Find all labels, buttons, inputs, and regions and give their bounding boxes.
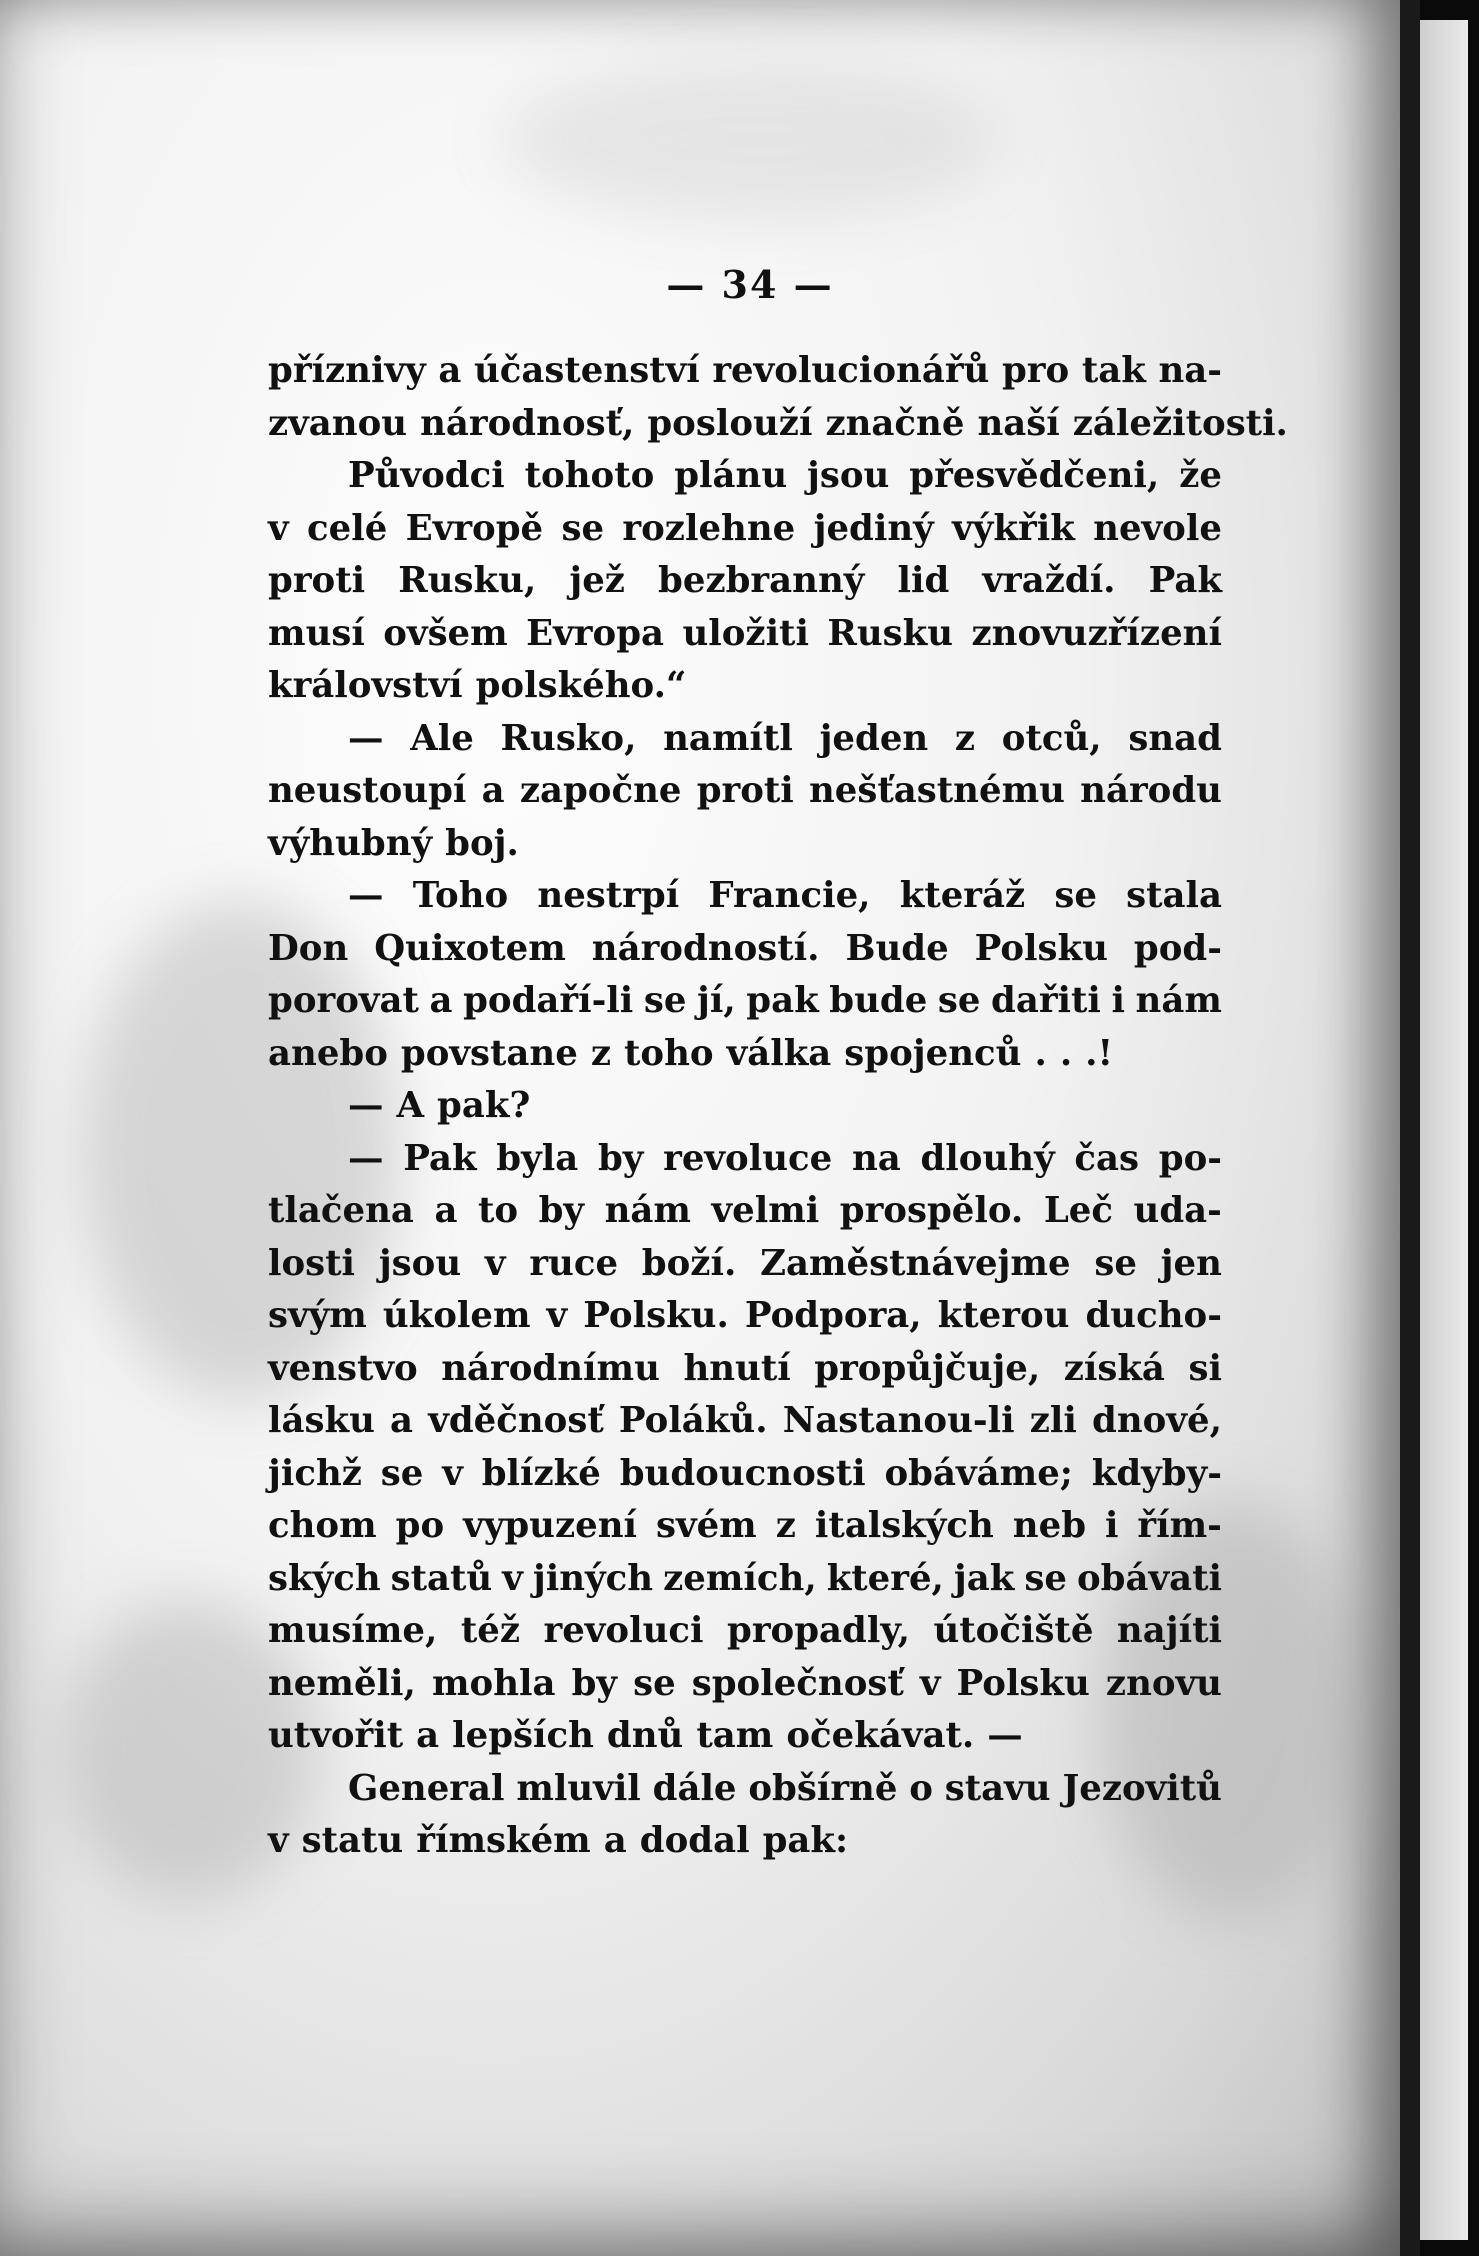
text-word: v (546, 1295, 568, 1336)
text-word: lepších (452, 1715, 594, 1756)
text-word: stala (1126, 875, 1222, 916)
text-word: — (348, 1137, 384, 1179)
text-word: zemích, (663, 1557, 817, 1599)
text-word: kteráž (899, 875, 1026, 916)
text-word: venstvo (268, 1347, 418, 1389)
text-word: výkřik (952, 507, 1075, 549)
text-line (268, 1763, 1222, 1816)
text-word: lid (897, 560, 950, 601)
text-line (268, 1815, 1222, 1868)
text-word: proti (696, 770, 794, 811)
text-word: válka (726, 1032, 832, 1074)
text-word: v (268, 1820, 289, 1861)
text-word: Jezovitů (1062, 1767, 1222, 1809)
text-word: se (1024, 1557, 1067, 1599)
text-line (268, 975, 1222, 1028)
text-line (268, 1343, 1222, 1396)
text-line (268, 1080, 1222, 1133)
text-word: a (434, 1190, 458, 1231)
text-word: Leč (1043, 1190, 1113, 1231)
text-word: A (396, 1085, 425, 1126)
text-line (268, 870, 1222, 923)
text-word: útočiště (933, 1610, 1094, 1651)
text-word: tohoto (524, 455, 655, 496)
text-word: a (416, 1715, 440, 1756)
text-line (268, 1133, 1222, 1186)
text-word: Rusku (827, 612, 954, 654)
text-word: Rusko, (500, 717, 637, 759)
text-word: se (937, 980, 981, 1021)
text-word: že (1179, 455, 1222, 496)
text-word: záležitosti. (1072, 402, 1288, 444)
text-word: neustoupí (268, 770, 467, 811)
text-word: pak? (437, 1085, 531, 1126)
text-word: najíti (1116, 1610, 1222, 1651)
text-word: dále (652, 1767, 737, 1809)
text-word: po- (1158, 1137, 1222, 1179)
text-word: plánu (674, 455, 788, 496)
text-word: svém (655, 1505, 757, 1546)
text-word: by (597, 1137, 644, 1179)
next-page-edge (1420, 20, 1468, 2240)
text-line (268, 1448, 1222, 1501)
text-word: jiných (532, 1557, 654, 1599)
text-word: znovuzřízení (971, 612, 1222, 654)
text-word: Pak (403, 1137, 477, 1179)
text-line (268, 1028, 1222, 1081)
text-word: byla (496, 1137, 579, 1179)
text-word: společnosť (691, 1662, 904, 1704)
text-word: Ale (410, 717, 474, 759)
text-word: tlačena (268, 1190, 414, 1231)
text-word: anebo (268, 1032, 388, 1074)
text-word: jsou (378, 1242, 462, 1284)
text-word: ských (268, 1557, 381, 1599)
text-word: jak (953, 1557, 1015, 1599)
text-line (268, 398, 1288, 451)
text-word: statů (390, 1557, 493, 1599)
text-word: Pak (1148, 560, 1222, 601)
text-word: Evropě (405, 507, 544, 549)
text-word: velmi (711, 1190, 820, 1231)
text-word: kterou (937, 1295, 1070, 1336)
text-word: porovat (268, 980, 419, 1021)
text-word: přesvědčeni, (909, 455, 1160, 496)
text-word: by (571, 1662, 618, 1704)
text-word: si (1188, 1347, 1222, 1389)
text-word: ducho- (1085, 1295, 1222, 1336)
text-word: řím- (1137, 1505, 1222, 1546)
text-word: . (1034, 1032, 1047, 1074)
text-word: rozlehne (622, 507, 796, 549)
text-word: chom (268, 1505, 377, 1546)
text-word: hnutí (683, 1347, 791, 1389)
text-word: by (538, 1190, 585, 1231)
text-line (268, 1553, 1222, 1606)
text-word: ruce (529, 1242, 619, 1284)
text-word: naší (977, 402, 1060, 444)
text-word: čas (1074, 1137, 1140, 1179)
text-word: ovšem (383, 612, 508, 654)
text-word: — (348, 1085, 384, 1126)
text-word: úkolem (382, 1295, 531, 1336)
text-word: národnímu (441, 1347, 660, 1389)
text-word: jsou (807, 455, 890, 496)
text-word: v (442, 1452, 463, 1494)
text-word: Evropa (526, 612, 665, 654)
text-word: lásku (268, 1400, 375, 1441)
text-word: Nastanou-li (782, 1400, 1015, 1441)
text-word: očekávat. (786, 1715, 975, 1756)
text-word: povstane (400, 1032, 578, 1074)
text-word: bude (829, 980, 928, 1021)
text-word: dlouhý (920, 1137, 1055, 1179)
text-word: pro (1001, 350, 1070, 391)
text-word: italských (814, 1505, 994, 1546)
text-word: v (268, 507, 289, 549)
text-word: vraždí. (982, 560, 1116, 601)
text-word: otců, (1001, 717, 1102, 759)
text-word: budoucnosti (619, 1452, 866, 1494)
text-word: statu (301, 1820, 404, 1861)
text-word: revolucionářů (712, 350, 990, 391)
text-word: General (348, 1767, 505, 1809)
text-word: Francie, (708, 875, 871, 916)
text-word: nestrpí (537, 875, 680, 916)
text-word: Polsku (974, 927, 1108, 969)
text-word: boží. (641, 1242, 737, 1284)
text-word: mohla (431, 1662, 556, 1704)
text-word: obávati (1076, 1557, 1222, 1599)
text-word: .! (1085, 1032, 1114, 1074)
text-word: po (395, 1505, 445, 1546)
text-word: se (643, 980, 687, 1021)
text-word: započne (519, 770, 682, 811)
text-word: prospělo. (839, 1190, 1024, 1231)
text-word: — (987, 1715, 1023, 1756)
text-word: to (477, 1190, 519, 1231)
body-text (268, 345, 1288, 1868)
text-line (268, 1290, 1222, 1343)
text-word: Rusku, (398, 560, 537, 601)
text-word: jí, (697, 980, 736, 1021)
text-word: dnů (606, 1715, 684, 1756)
text-word: nešťastnému (809, 770, 1065, 811)
text-word: jediný (813, 507, 934, 549)
text-word: jež (569, 560, 625, 601)
text-word: se (1054, 875, 1097, 916)
text-word: dnové, (1092, 1400, 1222, 1441)
text-word: revoluce (663, 1137, 833, 1179)
text-word: v (919, 1662, 941, 1704)
text-word: stavu (944, 1767, 1051, 1809)
text-word: neb (1012, 1505, 1087, 1546)
text-word: toho (624, 1032, 714, 1074)
text-word: jichž (268, 1452, 362, 1494)
text-word: též (460, 1610, 521, 1651)
text-word: snad (1128, 717, 1222, 759)
text-word: jeden (819, 717, 929, 759)
text-word: Bude (845, 927, 949, 969)
text-word: království (268, 665, 463, 706)
text-word: v (484, 1242, 506, 1284)
text-line (268, 765, 1222, 818)
text-word: tam (696, 1715, 774, 1756)
text-word: a (390, 1400, 414, 1441)
text-word: losti (268, 1242, 356, 1284)
text-word: z (590, 1032, 611, 1074)
text-line (268, 1605, 1222, 1658)
text-line (268, 608, 1222, 661)
text-word: z (775, 1505, 796, 1546)
text-word: spojenců (844, 1032, 1022, 1074)
text-word: zli (1029, 1400, 1077, 1441)
text-word: . (1059, 1032, 1073, 1074)
text-word: Původci (348, 455, 505, 496)
text-line (268, 713, 1222, 766)
text-word: neměli, (268, 1662, 416, 1704)
text-word: Zaměstnávejme (760, 1242, 1071, 1284)
text-word: i (1111, 980, 1125, 1021)
text-word: dařiti (991, 980, 1101, 1021)
text-line (268, 450, 1222, 503)
text-word: blízké (481, 1452, 601, 1494)
text-word: mluvil (516, 1767, 641, 1809)
page-edge-shadow (1400, 0, 1420, 2256)
text-word: vypuzení (463, 1505, 638, 1546)
text-word: podaří-li (463, 980, 634, 1021)
text-word: pak: (762, 1820, 849, 1861)
text-line (268, 1710, 1222, 1763)
text-word: pak (746, 980, 819, 1021)
text-word: — (348, 717, 384, 759)
text-word: revoluci (543, 1610, 704, 1651)
text-word: Polsku. (583, 1295, 729, 1336)
text-word: Quixotem (374, 927, 566, 969)
text-word: tak (1081, 350, 1146, 391)
text-word: jen (1160, 1242, 1222, 1284)
text-word: pod- (1133, 927, 1222, 969)
text-line (268, 1185, 1222, 1238)
text-word: se (633, 1662, 676, 1704)
text-word: v (502, 1557, 523, 1599)
text-word: národu (1080, 770, 1222, 811)
text-word: výhubný (268, 822, 433, 864)
text-word: příznivy (268, 350, 426, 391)
text-line (268, 1658, 1222, 1711)
text-word: získá (1063, 1347, 1165, 1389)
text-word: propadly, (727, 1610, 910, 1651)
text-word: a (603, 1820, 627, 1861)
text-word: Poláků. (618, 1400, 768, 1441)
text-word: Polsku (956, 1662, 1090, 1704)
text-word: i (1104, 1505, 1119, 1546)
text-word: Toho (412, 875, 509, 916)
text-word: a (481, 770, 505, 811)
text-word: svým (268, 1295, 367, 1336)
text-word: poslouží (647, 402, 813, 444)
text-word: celé (307, 507, 388, 549)
text-word: nám (604, 1190, 691, 1231)
text-word: Podpora, (744, 1295, 922, 1336)
text-line (268, 818, 1222, 871)
text-word: obáváme; (884, 1452, 1073, 1494)
text-word: bezbranný (658, 560, 865, 601)
text-line (268, 660, 1222, 713)
text-word: na (851, 1137, 901, 1179)
text-line (268, 555, 1222, 608)
text-word: se (561, 507, 605, 549)
text-word: uložiti (682, 612, 809, 654)
text-word: se (380, 1452, 424, 1494)
text-line (268, 1395, 1222, 1448)
text-word: se (1094, 1242, 1137, 1284)
text-word: musíme, (268, 1610, 438, 1651)
text-line (268, 923, 1222, 976)
text-word: proti (268, 560, 366, 601)
text-word: znovu (1105, 1662, 1222, 1704)
text-word: národnosť, (420, 402, 635, 444)
text-word: dodal (639, 1820, 750, 1861)
text-word: účastenství (474, 350, 700, 391)
text-word: utvořit (268, 1715, 404, 1756)
text-word: polského.“ (475, 665, 687, 706)
text-word: o (909, 1767, 933, 1809)
text-word: Don (268, 927, 349, 969)
text-word: — (348, 875, 384, 916)
text-word: kdyby- (1091, 1452, 1222, 1494)
text-line (268, 1500, 1222, 1553)
text-word: uda- (1133, 1190, 1222, 1231)
text-word: které, (826, 1557, 944, 1599)
text-line (268, 1238, 1222, 1291)
text-word: nám (1135, 980, 1222, 1021)
text-line (268, 345, 1222, 398)
text-line (268, 503, 1222, 556)
text-word: z (954, 717, 976, 759)
text-word: a (438, 350, 462, 391)
text-word: římském (416, 1820, 591, 1861)
text-word: nevole (1093, 507, 1222, 549)
text-word: vděčnosť (428, 1400, 604, 1441)
text-word: boj. (445, 822, 519, 864)
text-word: národností. (591, 927, 820, 969)
text-word: obšírně (748, 1767, 898, 1809)
text-word: zvanou (268, 402, 408, 444)
text-word: na- (1158, 350, 1222, 391)
text-word: propůjčuje, (814, 1347, 1041, 1389)
text-word: a (429, 980, 453, 1021)
text-word: musí (268, 612, 365, 654)
page-number: — 34 — (666, 262, 834, 307)
text-word: značně (825, 402, 965, 444)
text-word: namítl (663, 717, 793, 759)
